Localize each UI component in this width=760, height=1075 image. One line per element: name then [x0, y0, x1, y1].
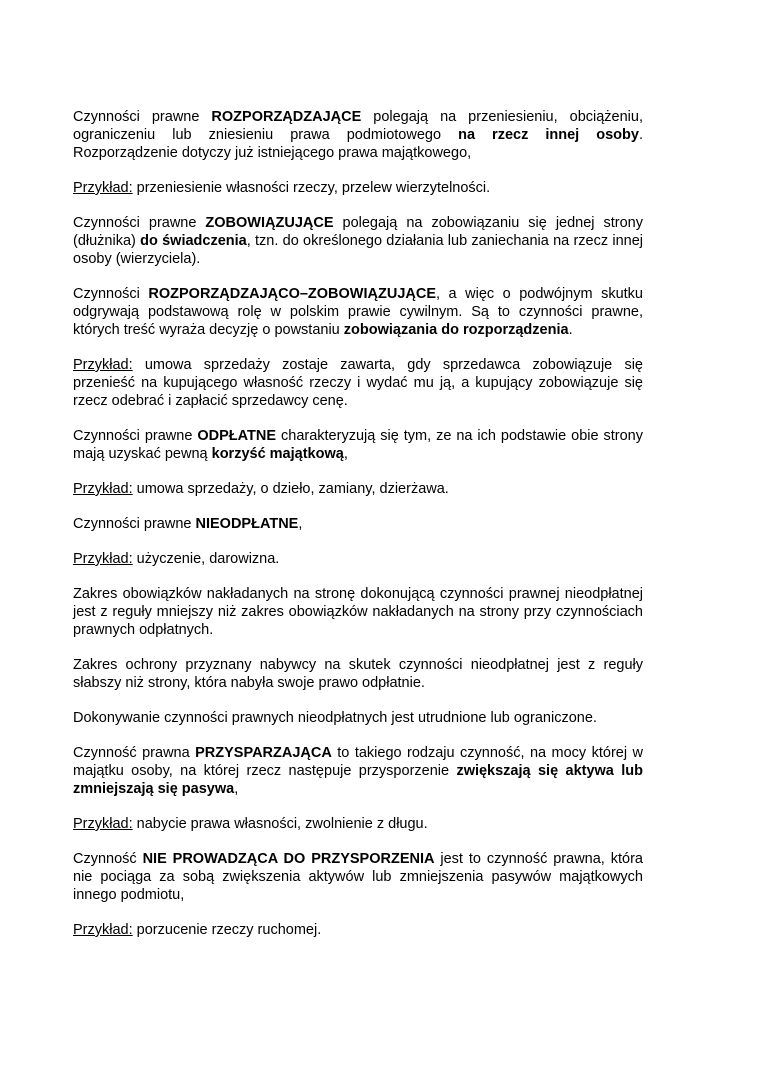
example-odplatne: Przykład: umowa sprzedaży, o dzieło, zamiany, dzierżawa. — [73, 481, 449, 497]
document-page — [73, 108, 643, 956]
example-label: Przykład: — [73, 357, 133, 373]
example-label: Przykład: — [73, 816, 133, 832]
paragraph-zakres-ochrony: Zakres ochrony przyznany nabywcy na skutek czynności nieodpłatnej jest z reguły słabszy niż strony, która nabyła swoje prawo odpłatnie. — [73, 657, 643, 691]
paragraph-dokonywanie: Dokonywanie czynności prawnych nieodpłatnych jest utrudnione lub ograniczone. — [73, 710, 597, 726]
example-nie-prowadzaca: Przykład: porzucenie rzeczy ruchomej. — [73, 922, 322, 938]
example-label: Przykład: — [73, 551, 133, 567]
paragraph-zakres-obowiazkow: Zakres obowiązków nakładanych na stronę dokonującą czynności prawnej nieodpłatnej jest z reguły mniejszy niż zakres obowiązków nakładanych na strony przy czynnościach prawnych odpłatnych. — [73, 586, 643, 638]
paragraph-rozporzadzajace: Czynności prawne ROZPORZĄDZAJĄCE polegają na przeniesieniu, obciążeniu, ograniczeniu lub zniesieniu prawa podmiotowego na rzecz innej osoby. Rozporządzenie dotyczy już istniejącego prawa majątkowego, — [73, 109, 643, 161]
paragraph-przysparzajaca: Czynność prawna PRZYSPARZAJĄCA to takiego rodzaju czynność, na mocy której w majątku osoby, na której rzecz następuje przysporzenie zwiększają się aktywa lub zmniejszają się pasywa, — [73, 745, 643, 797]
example-nieodplatne: Przykład: użyczenie, darowizna. — [73, 551, 280, 567]
example-rozporzadzajace: Przykład: przeniesienie własności rzeczy, przelew wierzytelności. — [73, 180, 491, 196]
paragraph-nie-prowadzaca: Czynność NIE PROWADZĄCA DO PRZYSPORZENIA jest to czynność prawna, która nie pociąga za sobą zwiększenia aktywów lub zmniejszenia pasywów majątkowych innego podmiotu, — [73, 851, 643, 903]
example-label: Przykład: — [73, 922, 133, 938]
paragraph-odplatne: Czynności prawne ODPŁATNE charakteryzują się tym, ze na ich podstawie obie strony mają uzyskać pewną korzyść majątkową, — [73, 428, 643, 462]
example-label: Przykład: — [73, 180, 133, 196]
paragraph-zobowiazujace: Czynności prawne ZOBOWIĄZUJĄCE polegają na zobowiązaniu się jednej strony (dłużnika) do świadczenia, tzn. do określonego działania lub zaniechania na rzecz innej osoby (wierzyciela). — [73, 215, 644, 267]
example-sprzedaz: Przykład: umowa sprzedaży zostaje zawarta, gdy sprzedawca zobowiązuje się przenieść na kupującego własność rzeczy i wydać mu ją, a kupujący zobowiązuje się rzecz odebrać i zapłacić sprzedawcy cenę. — [73, 357, 643, 409]
paragraph-nieodplatne: Czynności prawne NIEODPŁATNE, — [73, 516, 303, 532]
example-przysparzajaca: Przykład: nabycie prawa własności, zwolnienie z długu. — [73, 816, 428, 832]
paragraph-rozporzadzajaco-zobowiazujace: Czynności ROZPORZĄDZAJĄCO–ZOBOWIĄZUJĄCE, a więc o podwójnym skutku odgrywają podstawową rolę w polskim prawie cywilnym. Są to czynności prawne, których treść wyraża decyzję o powstaniu zobowiązania do rozporządzenia. — [73, 286, 643, 338]
example-label: Przykład: — [73, 481, 133, 497]
